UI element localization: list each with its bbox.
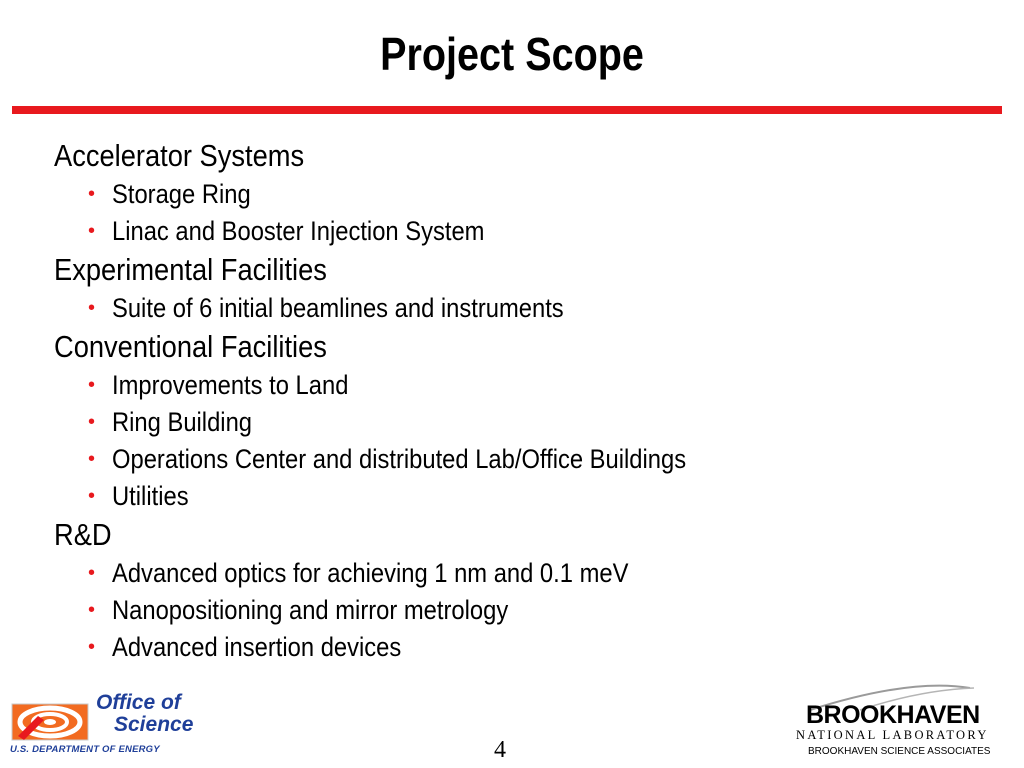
doe-swirl-logo-icon (8, 696, 92, 744)
section-heading: R&D (54, 517, 112, 552)
bullet-icon: • (88, 183, 96, 205)
bullet-item (54, 213, 994, 250)
bullet-item (54, 290, 994, 327)
bullet-item (54, 404, 994, 441)
bullet-text: Operations Center and distributed Lab/Office Buildings (112, 444, 687, 474)
section-heading: Conventional Facilities (54, 329, 327, 364)
bullet-icon: • (88, 411, 96, 433)
bullet-text: Storage Ring (112, 179, 251, 209)
bullet-text: Linac and Booster Injection System (112, 216, 485, 246)
section-accelerator-systems (54, 136, 994, 250)
bullet-item (54, 176, 994, 213)
bullet-text: Nanopositioning and mirror metrology (112, 595, 509, 625)
bullet-icon: • (88, 374, 96, 396)
section-heading: Accelerator Systems (54, 138, 305, 173)
bnl-associates: BROOKHAVEN SCIENCE ASSOCIATES (808, 746, 991, 757)
slide-content (54, 136, 994, 666)
bullet-text: Advanced insertion devices (112, 632, 402, 662)
bullet-text: Advanced optics for achieving 1 nm and 0.1 meV (112, 558, 629, 588)
bullet-item (54, 592, 994, 629)
bnl-subtitle: NATIONAL LABORATORY (796, 728, 989, 742)
office-of-science-logo (8, 692, 218, 762)
section-r-and-d (54, 515, 994, 666)
doe-line2: Science (114, 713, 194, 736)
bullet-text: Ring Building (112, 407, 253, 437)
section-conventional-facilities (54, 327, 994, 515)
bullet-text: Improvements to Land (112, 370, 349, 400)
bullet-item (54, 441, 994, 478)
doe-line1: Office of (96, 691, 181, 714)
office-of-science-wordmark (96, 692, 193, 736)
bullet-item (54, 367, 994, 404)
bnl-wordmark: BROOKHAVEN (806, 701, 980, 729)
title-divider (12, 106, 1002, 114)
page-number: 4 (494, 737, 506, 763)
bullet-item (54, 555, 994, 592)
bullet-icon: • (88, 485, 96, 507)
doe-department: U.S. DEPARTMENT OF ENERGY (10, 744, 160, 755)
bullet-icon: • (88, 220, 96, 242)
bullet-icon: • (88, 448, 96, 470)
bullet-text: Suite of 6 initial beamlines and instruments (112, 293, 564, 323)
section-experimental-facilities (54, 250, 994, 327)
section-heading: Experimental Facilities (54, 252, 327, 287)
bullet-item (54, 478, 994, 515)
slide-title: Project Scope (380, 28, 644, 80)
bullet-icon: • (88, 636, 96, 658)
brookhaven-logo (796, 684, 1014, 764)
bullet-text: Utilities (112, 481, 189, 511)
bullet-item (54, 629, 994, 666)
bullet-icon: • (88, 297, 96, 319)
bullet-icon: • (88, 599, 96, 621)
bullet-icon: • (88, 562, 96, 584)
